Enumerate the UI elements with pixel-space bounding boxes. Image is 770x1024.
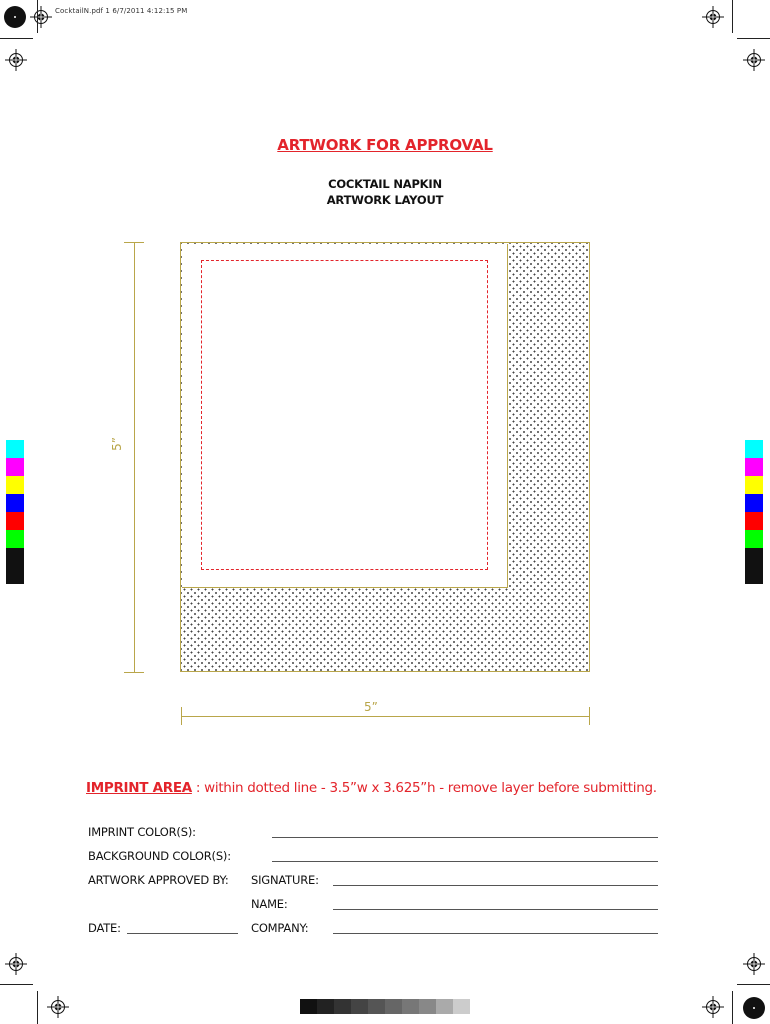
color-bar-right [745, 440, 763, 584]
imprint-area-text: : within dotted line - 3.5”w x 3.625”h - remove layer before submitting. [191, 780, 657, 796]
color-swatch [745, 458, 763, 476]
color-swatch [6, 530, 24, 548]
width-dimension-tick [589, 707, 590, 725]
width-dimension-tick [181, 707, 182, 725]
color-swatch [6, 440, 24, 458]
color-swatch [745, 494, 763, 512]
crop-line [0, 984, 33, 985]
gray-swatch [402, 999, 419, 1014]
height-dimension-line [134, 242, 135, 672]
pdf-filename: CocktailN.pdf 1 6/7/2011 4:12:15 PM [55, 7, 188, 15]
gray-swatch [317, 999, 334, 1014]
background-colors-label: BACKGROUND COLOR(S): [88, 849, 231, 863]
corner-dot-bottom-right [743, 997, 765, 1019]
crop-line [737, 984, 770, 985]
gray-swatch [368, 999, 385, 1014]
color-swatch [6, 458, 24, 476]
color-swatch [745, 440, 763, 458]
signature-field[interactable] [333, 885, 658, 886]
crop-line [37, 991, 38, 1024]
gray-swatch [351, 999, 368, 1014]
name-label: NAME: [251, 897, 288, 911]
registration-mark-icon [5, 953, 27, 975]
crop-line [0, 38, 33, 39]
grayscale-bar [300, 999, 470, 1014]
background-colors-field[interactable] [272, 861, 658, 862]
artwork-approved-label: ARTWORK APPROVED BY: [88, 873, 229, 887]
gray-swatch [385, 999, 402, 1014]
color-swatch [6, 512, 24, 530]
registration-mark-icon [47, 996, 69, 1018]
subtitle-layout: ARTWORK LAYOUT [326, 193, 444, 207]
imprint-area-note [86, 780, 657, 796]
gray-swatch [334, 999, 351, 1014]
date-field[interactable] [127, 933, 238, 934]
subtitle-product: COCKTAIL NAPKIN [328, 177, 442, 191]
color-swatch [745, 512, 763, 530]
page-title: ARTWORK FOR APPROVAL [277, 136, 493, 154]
imprint-area-dotted-box [201, 260, 488, 570]
company-label: COMPANY: [251, 921, 309, 935]
crop-line [732, 0, 733, 33]
registration-mark-icon [702, 6, 724, 28]
color-bar-left [6, 440, 24, 584]
color-swatch [6, 566, 24, 584]
imprint-area-label: IMPRINT AREA [86, 780, 192, 796]
gray-swatch [300, 999, 317, 1014]
color-swatch [6, 494, 24, 512]
registration-mark-icon [30, 6, 52, 28]
signature-label: SIGNATURE: [251, 873, 319, 887]
gray-swatch [453, 999, 470, 1014]
name-field[interactable] [333, 909, 658, 910]
company-field[interactable] [333, 933, 658, 934]
height-dimension-tick [124, 672, 144, 673]
height-dimension-tick [124, 242, 144, 243]
corner-dot-top-left [4, 6, 26, 28]
date-label: DATE: [88, 921, 121, 935]
crop-line [732, 991, 733, 1024]
color-swatch [6, 548, 24, 566]
gray-swatch [436, 999, 453, 1014]
registration-mark-icon [743, 953, 765, 975]
color-swatch [745, 566, 763, 584]
registration-mark-icon [702, 996, 724, 1018]
height-dimension-label: 5” [109, 437, 124, 451]
color-swatch [745, 530, 763, 548]
color-swatch [745, 548, 763, 566]
width-dimension-line [181, 716, 590, 717]
imprint-colors-field[interactable] [272, 837, 658, 838]
crop-line [737, 38, 770, 39]
crop-line [37, 0, 38, 33]
registration-mark-icon [743, 49, 765, 71]
width-dimension-label: 5” [364, 700, 378, 714]
color-swatch [745, 476, 763, 494]
color-swatch [6, 476, 24, 494]
registration-mark-icon [5, 49, 27, 71]
gray-swatch [419, 999, 436, 1014]
imprint-colors-label: IMPRINT COLOR(S): [88, 825, 196, 839]
